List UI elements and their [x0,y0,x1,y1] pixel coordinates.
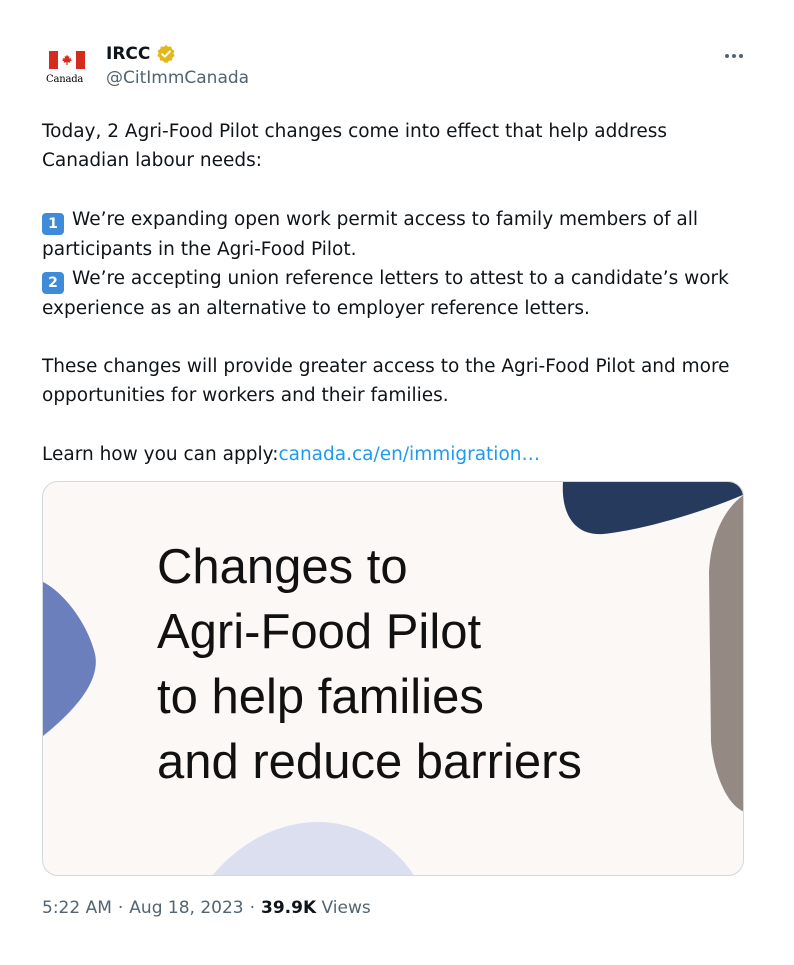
item-1-text: We’re expanding open work permit access to family members of all [72,208,699,230]
learn-line [42,440,762,469]
intro-line-1: Today, 2 Agri-Food Pilot changes come into effect that help address [42,121,667,142]
para-3-line-2: opportunities for workers and their families. [42,385,449,407]
keycap-two-icon: 2 [42,272,64,294]
tweet-time[interactable]: 5:22 AM [42,898,112,918]
card-title [157,535,582,795]
tweet-text [42,117,762,469]
intro-line-2: Canadian labour needs: [42,150,262,172]
avatar-wordmark: Canada [46,74,84,85]
views-group[interactable] [261,898,371,918]
more-horizontal-icon [725,54,729,58]
card-title-line: Agri-Food Pilot [157,605,482,659]
tweet-metadata [42,898,371,918]
separator-dot: · [249,898,256,918]
card-title-line: Changes to [157,540,408,594]
media-card[interactable] [42,481,744,876]
verified-badge-icon [156,44,176,64]
author-avatar[interactable] [42,44,90,92]
views-label: Views [321,898,371,918]
tweet-date[interactable]: Aug 18, 2023 [129,898,244,918]
learn-prefix: Learn how you can apply: [42,443,279,465]
keycap-one-icon: 1 [42,213,64,235]
item-2-line-2: experience as an alternative to employer reference letters. [42,297,590,319]
separator-dot: · [117,898,124,918]
para-3-line-1: These changes will provide greater access to the Agri-Food Pilot and more [42,356,730,378]
card-title-line: to help families [157,670,484,724]
item-2-line-1 [42,264,762,294]
author-display-name[interactable]: IRCC [106,44,151,64]
item-1-line-2: participants in the Agri-Food Pilot. [42,238,357,260]
item-2-text: We’re accepting union reference letters to attest to a candidate’s work [72,267,729,289]
views-count: 39.9K [261,898,317,918]
item-1-line-1 [42,205,762,235]
author-name-line [106,44,176,64]
author-handle[interactable]: @CitImmCanada [106,68,250,88]
card-title-line: and reduce barriers [157,735,582,789]
more-options-button[interactable] [720,44,748,68]
immigration-link[interactable]: canada.ca/en/immigration… [278,443,540,465]
canada-flag-icon [49,51,85,69]
